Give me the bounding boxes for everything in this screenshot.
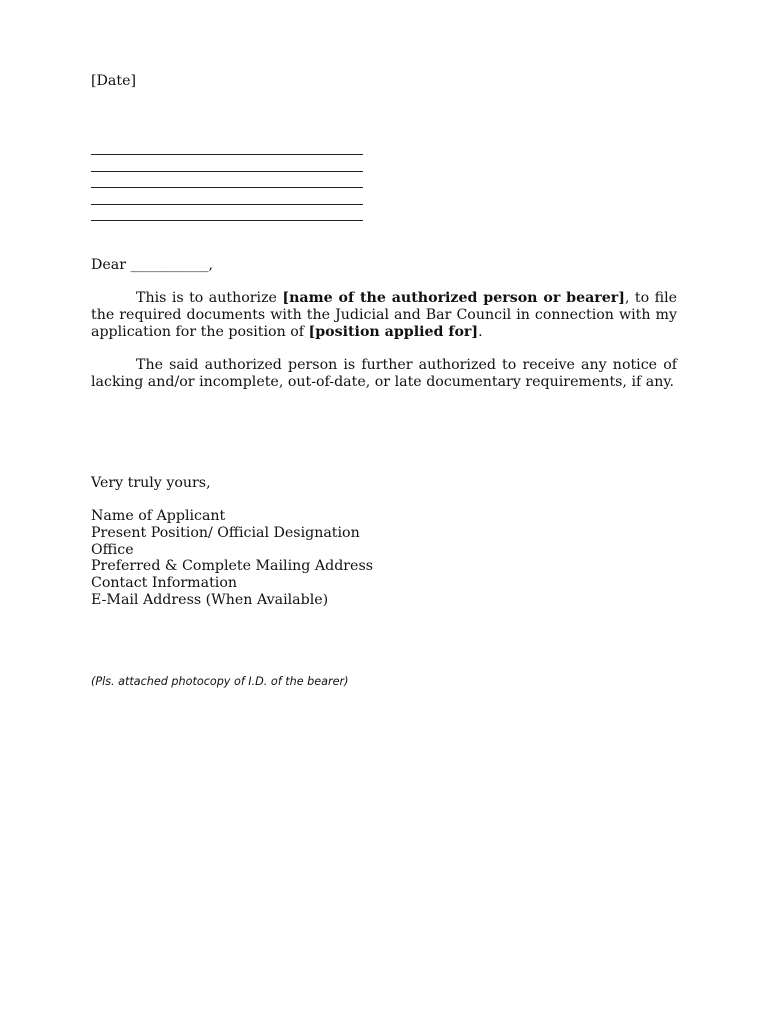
address-blank-line	[91, 139, 363, 155]
signature-line-name: Name of Applicant	[91, 508, 226, 524]
authorization-paragraph	[91, 290, 677, 340]
letter-body	[91, 290, 677, 408]
authorized-person-placeholder: [name of the authorized person or bearer]	[282, 290, 625, 306]
further-authorization-paragraph: The said authorized person is further authorized to receive any notice of lacking and/or incomplete, out-of-date, or late documentary requirements, if any.	[91, 357, 677, 390]
paragraph1-text: This is to authorize	[136, 290, 283, 306]
signature-line-office: Office	[91, 541, 134, 558]
signature-line-position: Present Position/ Official Designation	[91, 524, 360, 541]
signature-line-email: E-Mail Address (When Available)	[91, 591, 329, 608]
paragraph1-text: , to file the required documents with the Judicial and Bar Council in connection with my application for the position of	[91, 290, 678, 340]
position-placeholder: [position applied for]	[308, 323, 479, 340]
address-blank-line	[91, 205, 363, 221]
recipient-address-block	[91, 139, 363, 221]
address-blank-line	[91, 188, 363, 204]
address-blank-line	[91, 172, 363, 188]
salutation: Dear ___________,	[91, 257, 214, 273]
signature-line-contact: Contact Information	[91, 575, 237, 592]
closing: Very truly yours,	[91, 475, 211, 491]
signature-block	[91, 508, 373, 609]
date-placeholder: [Date]	[91, 73, 137, 89]
signature-line-address: Preferred & Complete Mailing Address	[91, 558, 374, 575]
address-blank-line	[91, 155, 363, 171]
paragraph1-text: .	[478, 323, 483, 340]
attachment-note: (Pls. attached photocopy of I.D. of the bearer)	[91, 675, 349, 688]
